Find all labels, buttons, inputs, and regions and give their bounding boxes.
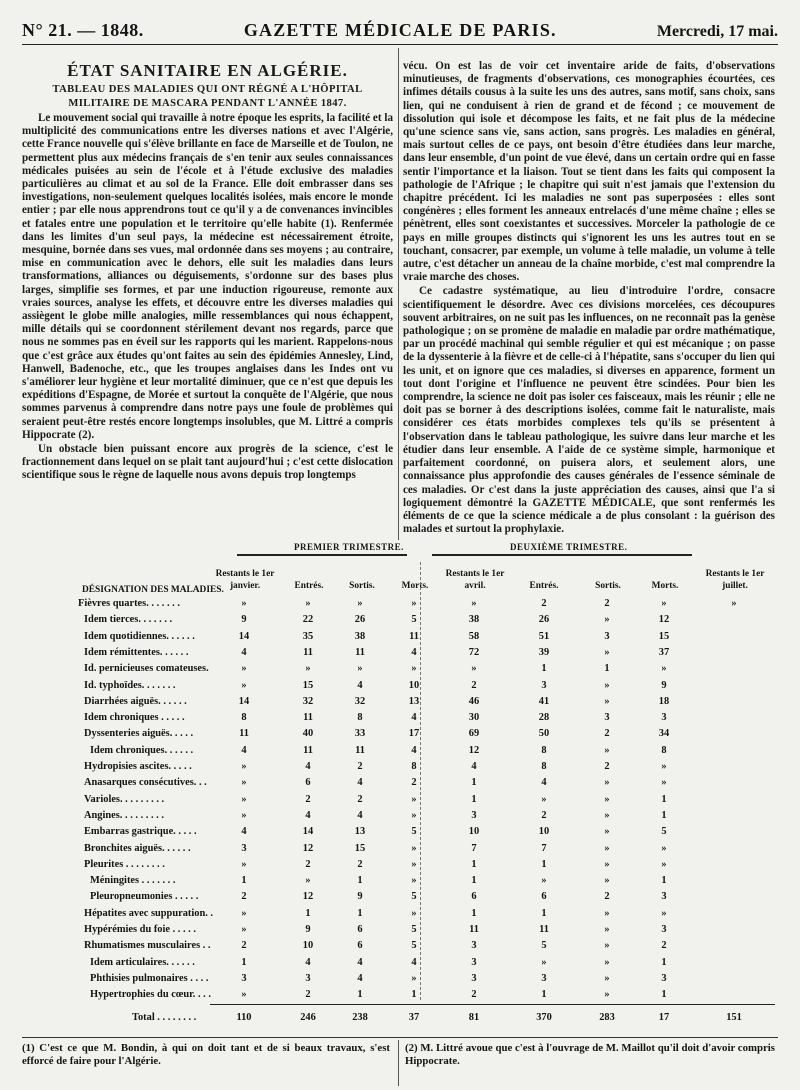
table-cell: 72 (468, 646, 480, 658)
disease-name: Id. typhoïdes. . . . . . . (84, 679, 176, 691)
table-cell: 40 (302, 728, 314, 740)
total-cell: 81 (468, 1012, 480, 1023)
header-restants-jan: Restants le 1er janvier. (215, 569, 275, 591)
disease-table (22, 540, 778, 1032)
disease-name: Pleuropneumonies . . . . . (90, 891, 199, 903)
table-row (22, 745, 778, 758)
table-row (22, 680, 778, 693)
table-cell: 6 (357, 924, 363, 935)
table-cell: 26 (538, 614, 550, 626)
table-cell: 22 (302, 614, 314, 626)
table-cell: 8 (411, 761, 417, 772)
table-cell: 32 (302, 695, 314, 707)
header-entres: Entrés. (294, 581, 324, 591)
table-cell: » (357, 663, 363, 675)
table-cell: 1 (541, 989, 547, 1001)
total-row (22, 1012, 778, 1025)
table-cell: 32 (354, 695, 366, 707)
table-cell: 3 (604, 712, 610, 724)
table-cell: 1 (471, 777, 477, 789)
table-row (22, 761, 778, 774)
table-cell: 13 (408, 695, 420, 707)
table-cell: » (411, 842, 417, 854)
table-cell: 12 (468, 744, 480, 756)
table-cell: 4 (357, 679, 363, 691)
disease-name: Anasarques consécutives. . . (84, 777, 207, 789)
header-morts: Morts. (401, 581, 429, 591)
disease-name: Id. pernicieuses comateuses. (84, 663, 209, 675)
table-cell: 1 (541, 663, 547, 675)
disease-name: Bronchites aiguës. . . . . . (84, 842, 191, 854)
table-cell: 8 (661, 744, 667, 756)
table-row (22, 712, 778, 725)
table-cell: 3 (661, 712, 667, 724)
table-cell: 1 (541, 858, 547, 870)
table-row (22, 875, 778, 888)
table-cell: 2 (411, 777, 417, 789)
disease-name: Embarras gastrique. . . . . (84, 826, 197, 838)
table-cell: 3 (241, 842, 247, 854)
table-row (22, 810, 778, 823)
table-cell: » (241, 598, 247, 609)
table-cell: » (357, 598, 363, 609)
table-cell: » (604, 842, 610, 854)
table-cell: 4 (411, 744, 417, 756)
issue-date: Mercredi, 17 mai. (656, 23, 778, 40)
table-cell: 2 (241, 940, 247, 952)
table-cell: 2 (357, 858, 363, 870)
disease-name: Pleurites . . . . . . . . (84, 858, 165, 870)
table-cell: » (241, 989, 247, 1001)
table-cell: 3 (541, 972, 547, 984)
table-cell: 3 (661, 924, 667, 935)
column-divider (398, 48, 399, 540)
table-cell: » (661, 761, 667, 772)
left-paragraph: Un obstacle bien puissant encore aux progrès de la science, c'est le fractionnement dans lequel on se plait tant aujourd'hui ; c'est cette dislocation scientifique sous le règne de laquelle nous avons depuis trop longtemps (22, 443, 393, 482)
table-cell: 4 (471, 761, 477, 772)
table-cell: » (604, 614, 610, 626)
table-cell: 4 (541, 777, 547, 789)
table-cell: 4 (241, 744, 247, 756)
article-right-column (403, 60, 775, 540)
trimester-2-rule (432, 554, 692, 556)
table-cell: 50 (538, 728, 550, 740)
table-cell: 51 (538, 630, 550, 642)
total-cell: 151 (726, 1012, 742, 1023)
disease-name: Angines. . . . . . . . . (84, 809, 164, 821)
table-cell: 3 (471, 972, 477, 984)
table-cell: 10 (408, 679, 420, 691)
trimester-1-label: PREMIER TRIMESTRE. (294, 542, 404, 552)
header-sortis-2: Sortis. (595, 581, 621, 591)
disease-name: Idem tierces. . . . . . . (84, 614, 173, 626)
table-row (22, 663, 778, 676)
disease-name: Idem chroniques . . . . . (84, 712, 185, 724)
table-cell: 1 (661, 793, 667, 805)
table-cell: » (661, 907, 667, 919)
page-header (22, 20, 778, 42)
table-cell: 2 (471, 679, 477, 691)
table-cell: 5 (661, 826, 667, 838)
table-cell: » (471, 663, 477, 675)
disease-name: Hydropisies ascites. . . . . (84, 761, 192, 772)
table-cell: 2 (541, 598, 547, 609)
table-cell: » (305, 875, 311, 887)
table-row (22, 859, 778, 872)
table-cell: 6 (541, 891, 547, 903)
table-cell: 2 (357, 793, 363, 805)
table-cell: 4 (357, 972, 363, 984)
table-row (22, 908, 778, 921)
table-cell: 1 (471, 875, 477, 887)
table-cell: » (241, 663, 247, 675)
table-cell: 1 (357, 875, 363, 887)
table-cell: 2 (604, 891, 610, 903)
table-cell: » (541, 875, 547, 887)
table-cell: » (241, 793, 247, 805)
right-paragraph: Ce cadastre systématique, au lieu d'introduire l'ordre, consacre scientifiquement le désordre. Avec ces divisions morcelées, ces découpures souvent arbitraires, on ne suit pas les influences, on ne reconnaît pas la genèse pathologique ; on se promène de maladie en maladie par ordre mathématique, par un procédé machinal qui semble régulier et qui est mécanique ; on passe de la dyssenterie à la fièvre et de celle-ci à l'hépatite, sans s'occuper du lien qui les unit, et on ignore que ces maladies, si diverses en apparence, forment un tout dont l'origine et l'influence ne peuvent être scindées. Pour bien les comprendre, la science ne doit pas isoler ces faisceaux, mais les réunir ; elle ne doit pas se borner à des descriptions isolées, comme fait le naturaliste, mais considérer ces états morbides complexes tels qu'ils se présentent à l'observation dans le tableau pathologique, les suivre dans leur marche et les étudier dans leur ensemble. A l'aide de ce système simple, harmonique et parfaitement coordonné, on puisera alors, et seulement alors, une connaissance plus approfondie des causes générales de l'essence séminale de ces maladies. Or c'est dans la juste appréciation des causes, ainsi que l'a si logiquement démontré la GAZETTE MÉDICALE, que sont renfermés les éléments de ce que la science médicale a de plus consolant : la guérison des malades et surtout la prophylaxie. (403, 285, 775, 536)
table-cell: » (411, 907, 417, 919)
table-cell: 1 (661, 956, 667, 968)
header-sortis: Sortis. (349, 581, 375, 591)
table-cell: 1 (471, 907, 477, 919)
table-cell: 4 (357, 956, 363, 968)
table-cell: 14 (302, 826, 314, 838)
table-cell: 2 (241, 891, 247, 903)
total-cell: 283 (599, 1012, 615, 1023)
header-rule (22, 44, 778, 45)
article-left-column (22, 60, 393, 540)
table-cell: 4 (305, 809, 311, 821)
table-cell: 4 (411, 646, 417, 658)
table-cell: 6 (305, 777, 311, 789)
table-cell: » (411, 972, 417, 984)
table-cell: » (411, 663, 417, 675)
table-cell: 4 (357, 809, 363, 821)
table-cell: » (604, 907, 610, 919)
table-cell: 33 (354, 728, 366, 740)
table-row (22, 826, 778, 839)
table-cell: 1 (661, 989, 667, 1001)
journal-title: GAZETTE MÉDICALE DE PARIS. (243, 20, 557, 40)
footnote-divider (398, 1040, 399, 1086)
disease-name: Idem articulaires. . . . . . (90, 956, 195, 968)
table-cell: » (241, 809, 247, 821)
article-title: ÉTAT SANITAIRE EN ALGÉRIE. (67, 61, 348, 80)
table-cell: 37 (658, 646, 670, 658)
table-cell: 1 (241, 875, 247, 887)
table-cell: 5 (541, 940, 547, 952)
table-cell: » (604, 989, 610, 1001)
disease-name: Rhumatismes musculaires . . (84, 940, 211, 952)
table-cell: 34 (658, 728, 670, 740)
table-cell: 4 (357, 777, 363, 789)
table-cell: » (411, 598, 417, 609)
table-row (22, 598, 778, 611)
table-cell: 9 (241, 614, 247, 626)
table-row (22, 940, 778, 953)
table-cell: » (241, 679, 247, 691)
table-cell: 15 (354, 842, 366, 854)
table-cell: 9 (661, 679, 667, 691)
table-cell: 14 (238, 695, 250, 707)
table-cell: » (604, 777, 610, 789)
table-cell: 1 (305, 907, 311, 919)
table-cell: 3 (604, 630, 610, 642)
table-cell: 8 (541, 761, 547, 772)
trimester-2-label: DEUXIÈME TRIMESTRE. (510, 542, 628, 552)
table-cell: 5 (411, 614, 417, 626)
header-restants-jul: Restants le 1er juillet. (705, 569, 765, 591)
table-cell: » (604, 646, 610, 658)
table-cell: 3 (661, 891, 667, 903)
trimester-1-rule (237, 554, 407, 556)
table-cell: » (604, 809, 610, 821)
table-cell: 11 (303, 744, 313, 756)
table-cell: 10 (538, 826, 550, 838)
table-cell: 1 (241, 956, 247, 968)
table-cell: 10 (468, 826, 480, 838)
table-cell: 2 (357, 761, 363, 772)
table-cell: 5 (411, 826, 417, 838)
disease-name: Méningites . . . . . . . (90, 875, 176, 887)
table-cell: 2 (604, 598, 610, 609)
table-cell: 4 (305, 761, 311, 772)
table-cell: » (471, 598, 477, 609)
left-paragraph: Le mouvement social qui travaille à notre époque les esprits, la facilité et la multiplicité des communications entre les diverses nations et avec l'Algérie, cette France nouvelle qui s'élève brillante en face de Marseille et de Toulon, ne permettent plus aux médecins français de s'en tenir aux seules connaissances médicales puisées au sein de l'école et à l'étude exclusive des maladies particulières au climat et au sol de la France. Elle doit embrasser dans ses investigations, non-seulement quelques localités isolées, mais encore le monde entier ; par elle nous apprendrons tout ce qu'il y a de convenances invincibles et fatales entre une population et le territoire qu'elle habite (1). Renfermée dans les limites d'un seul pays, la médecine est nécessairement étroite, mesquine, bornée dans ses vues, mal ordonnée dans ses moyens ; au contraire, mise en communication avec le dehors, elle suit les maladies dans leurs transformations, alliances ou déguisements, s'ordonne sur des bases plus larges, simplifie ses formes, et par une induction rigoureuse, remonte aux vraies sources, analyse les effets, et découvre entre les diverses maladies qui assiègent le globe mille analogies, mille ressemblances qui nous échappent, mille détails qui se coordonnent stérilement devant nos regards, parce que nous ne sommes pas en éveil sur les rapports qui les marient. Rappelons-nous que c'est grâce aux études qu'ont faites au sein des épidémies Annesley, Lind, Hanwell, Badenoche, etc., que les troupes anglaises dans les Indes ont vu s'améliorer leur hygiène et leur mortalité diminuer, que ce n'est que depuis les expéditions d'Espagne, de Morée et surtout la conquête de l'Algérie, que nous sommes parvenus à comprendre dans notre pays une foule de problèmes qui seraient peut-être restés encore longtemps insolubles, que M. Littré a compris Hippocrate (2). (22, 112, 393, 441)
table-row (22, 891, 778, 904)
table-cell: » (241, 761, 247, 772)
table-cell: 38 (354, 630, 366, 642)
table-cell: » (604, 972, 610, 984)
table-cell: 3 (305, 972, 311, 984)
table-cell: » (604, 940, 610, 952)
disease-name: Hépatites avec suppuration. . (84, 907, 214, 919)
total-cell: 37 (408, 1012, 420, 1023)
table-cell: » (241, 777, 247, 789)
table-cell: 5 (411, 940, 417, 952)
total-cell: 110 (236, 1012, 252, 1023)
table-row (22, 989, 778, 1002)
table-cell: » (604, 956, 610, 968)
header-restants-avr: Restants le 1er avril. (445, 569, 505, 591)
disease-name: Hypérémies du foie . . . . . (84, 924, 196, 935)
table-cell: » (604, 695, 610, 707)
disease-name: Idem chroniques. . . . . . (90, 744, 194, 756)
table-cell: 1 (661, 875, 667, 887)
table-cell: 2 (305, 858, 311, 870)
table-cell: 35 (302, 630, 314, 642)
issue-number: N° 21. — 1848. (22, 20, 144, 40)
table-cell: 11 (355, 744, 365, 756)
disease-name: Idem rémittentes. . . . . . (84, 646, 189, 658)
table-cell: 1 (471, 858, 477, 870)
disease-name: Varioles. . . . . . . . . (84, 793, 165, 805)
total-label: Total . . . . . . . . (132, 1012, 197, 1023)
total-cell: 17 (658, 1012, 670, 1023)
table-cell: 15 (658, 630, 670, 642)
article-subtitle: TABLEAU DES MALADIES QUI ONT RÉGNÉ A L'HÔPITAL MILITAIRE DE MASCARA PENDANT L'ANNÉE 1847. (52, 84, 363, 109)
table-cell: 14 (238, 630, 250, 642)
table-cell: 7 (541, 842, 547, 854)
table-cell: 3 (541, 679, 547, 691)
table-cell: 1 (661, 809, 667, 821)
table-row (22, 614, 778, 627)
table-cell: 41 (538, 695, 550, 707)
table-cell: » (411, 875, 417, 887)
table-cell: » (411, 809, 417, 821)
table-cell: 6 (471, 891, 477, 903)
table-cell: » (604, 924, 610, 935)
table-cell: » (604, 826, 610, 838)
table-row (22, 957, 778, 970)
table-cell: 11 (355, 646, 365, 658)
table-cell: 8 (541, 744, 547, 756)
table-cell: 2 (604, 761, 610, 772)
table-cell: 2 (604, 728, 610, 740)
footnote-rule (22, 1037, 778, 1038)
table-cell: » (241, 858, 247, 870)
total-rule (210, 1004, 775, 1011)
table-cell: 3 (471, 940, 477, 952)
table-row (22, 631, 778, 644)
table-cell: » (604, 875, 610, 887)
table-cell: » (661, 777, 667, 789)
table-cell: 7 (471, 842, 477, 854)
table-row (22, 794, 778, 807)
table-cell: 4 (305, 956, 311, 968)
table-cell: 26 (354, 614, 366, 626)
table-cell: 30 (468, 712, 480, 724)
total-cell: 238 (352, 1012, 368, 1023)
table-cell: 1 (357, 989, 363, 1001)
disease-name: Fièvres quartes. . . . . . . (78, 598, 180, 609)
table-cell: 1 (541, 907, 547, 919)
table-cell: 11 (239, 728, 249, 740)
table-row (22, 777, 778, 790)
table-cell: 11 (469, 924, 479, 935)
table-cell: 38 (468, 614, 480, 626)
table-cell: 2 (305, 989, 311, 1001)
table-cell: 11 (539, 924, 549, 935)
table-cell: 13 (354, 826, 366, 838)
table-row (22, 924, 778, 937)
disease-name: Dyssenteries aiguës. . . . . (84, 728, 194, 740)
table-cell: » (241, 907, 247, 919)
table-cell: 2 (541, 809, 547, 821)
table-cell: 9 (305, 924, 311, 935)
table-cell: » (541, 793, 547, 805)
table-cell: 1 (471, 793, 477, 805)
table-cell: 5 (411, 891, 417, 903)
table-cell: 4 (411, 956, 417, 968)
disease-name: Diarrhées aiguës. . . . . . (84, 695, 187, 707)
table-cell: » (411, 793, 417, 805)
table-cell: 15 (302, 679, 314, 691)
header-entres-2: Entrés. (529, 581, 559, 591)
table-cell: » (604, 679, 610, 691)
table-cell: » (661, 663, 667, 675)
table-cell: 1 (604, 663, 610, 675)
table-cell: 39 (538, 646, 550, 658)
table-cell: 1 (411, 989, 417, 1001)
table-cell: 8 (357, 712, 363, 724)
table-cell: 12 (658, 614, 670, 626)
table-cell: 11 (303, 646, 313, 658)
table-cell: » (305, 598, 311, 609)
table-cell: 1 (357, 907, 363, 919)
table-cell: 17 (408, 728, 420, 740)
table-cell: 69 (468, 728, 480, 740)
total-cell: 246 (300, 1012, 316, 1023)
table-cell: 2 (661, 940, 667, 952)
table-cell: » (661, 842, 667, 854)
header-morts-2: Morts. (651, 581, 679, 591)
table-cell: 2 (305, 793, 311, 805)
table-row (22, 728, 778, 741)
footnote-2: (2) M. Littré avoue que c'est à l'ouvrage de M. Maillot qu'il doit d'avoir compris Hippocrate. (405, 1042, 775, 1067)
table-cell: 11 (303, 712, 313, 724)
table-cell: 3 (471, 956, 477, 968)
table-row (22, 647, 778, 660)
table-cell: » (411, 858, 417, 870)
table-cell: » (661, 858, 667, 870)
table-cell: 12 (302, 891, 314, 903)
table-cell: 3 (471, 809, 477, 821)
table-cell: 58 (468, 630, 480, 642)
disease-name: Hypertrophies du cœur. . . . (90, 989, 211, 1001)
header-designation: DÉSIGNATION DES MALADIES. (82, 585, 224, 595)
total-cell: 370 (536, 1012, 552, 1023)
table-cell: » (661, 598, 667, 609)
table-cell: 10 (302, 940, 314, 952)
table-row (22, 696, 778, 709)
table-cell: 6 (357, 940, 363, 952)
table-cell: 12 (302, 842, 314, 854)
footnote-1: (1) C'est ce que M. Bondin, à qui on doit tant et de si beaux travaux, s'est efforcé de faire pour l'Algérie. (22, 1042, 390, 1067)
table-cell: 28 (538, 712, 550, 724)
table-cell: » (604, 744, 610, 756)
table-cell: 4 (241, 826, 247, 838)
right-paragraph: vécu. On est las de voir cet inventaire aride de faits, d'observations minutieuses, de fragments d'observations, ces monographies écourtées, ces infimes détails cousus à la suite les uns des autres, sans motif, sans choix, sans lien, qui ne conduisent à rien de grand et de fécond ; ce mouvement de dissolution qui isole et décompose les faits, et ne fait plus de la médecine qu'une science sans vie, sans action, sans progrès. Les maladies en général, mais surtout celles de ce pays, ont besoin d'être étudiées dans leur marche, dans leur ensemble, d'un point de vue élevé, dans un certain ordre qui en fasse sentir l'importance et la liaison. Tout se tient dans les faits qui composent la pathologie de l'Afrique ; le chapitre qui suit n'est jamais que l'extension du chapitre précédent. Ici les maladies ne sont pas superposées : elles sont congénères ; elles forment les anneaux entrelacés d'une même chaîne ; elles se pénètrent, elles sont coexistantes et successives. Morceler la pathologie de ce pays en mille groupes distincts qui s'ignorent les uns les autres tout en se touchant, consacrer, par exemple, un volume à telle maladie, un volume à telle autre, c'est détacher un anneau de la chaîne morbide, c'est mal comprendre la vraie marche des choses. (403, 60, 775, 284)
table-cell: » (241, 924, 247, 935)
table-cell: » (731, 598, 737, 609)
table-cell: 11 (409, 630, 419, 642)
table-cell: 8 (241, 712, 247, 724)
table-cell: 2 (471, 989, 477, 1001)
table-cell: 3 (661, 972, 667, 984)
table-cell: 18 (658, 695, 670, 707)
table-cell: 46 (468, 695, 480, 707)
table-cell: » (541, 956, 547, 968)
table-cell: 4 (411, 712, 417, 724)
table-row (22, 973, 778, 986)
disease-name: Idem quotidiennes. . . . . . (84, 630, 195, 642)
table-cell: 4 (241, 646, 247, 658)
table-cell: » (604, 793, 610, 805)
disease-name: Phthisies pulmonaires . . . . (90, 972, 209, 984)
table-cell: 5 (411, 924, 417, 935)
table-cell: » (604, 858, 610, 870)
table-cell: » (305, 663, 311, 675)
table-cell: 9 (357, 891, 363, 903)
table-cell: 3 (241, 972, 247, 984)
table-row (22, 843, 778, 856)
